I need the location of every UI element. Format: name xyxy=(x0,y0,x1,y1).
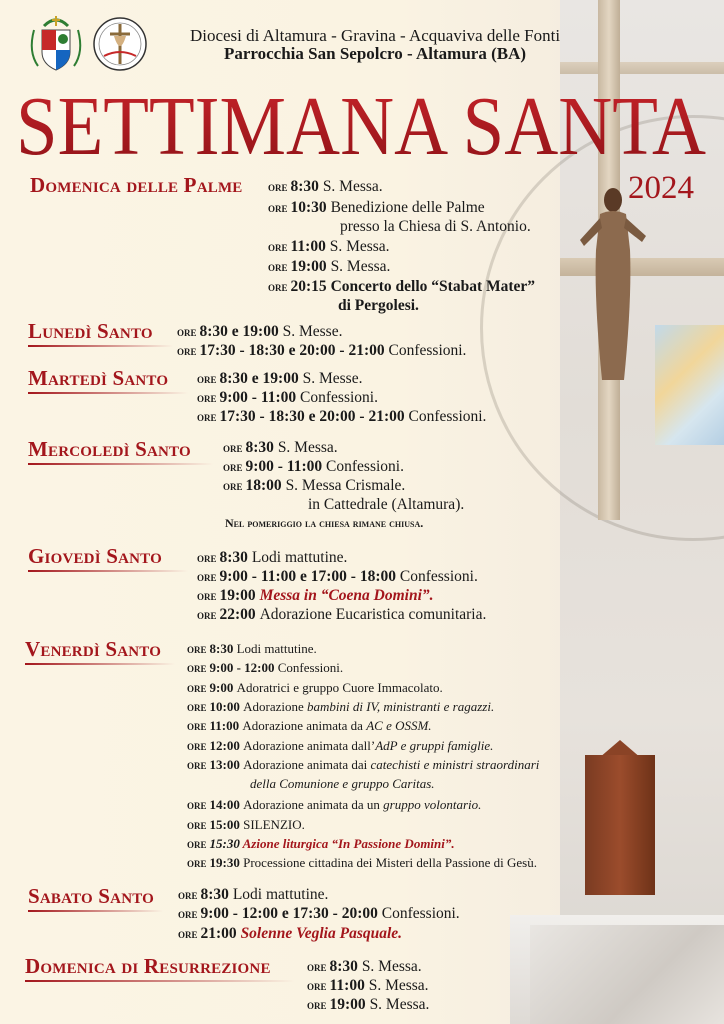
time: 8:30 e 19:00 xyxy=(199,323,283,340)
underline xyxy=(28,910,163,912)
time: 9:00 xyxy=(209,680,237,695)
ore-label: ore xyxy=(268,260,288,274)
description: Messa in “Coena Domini”. xyxy=(259,587,434,604)
ore-label: ore xyxy=(197,589,217,603)
description: Confessioni. xyxy=(277,660,344,675)
description-group: AC e OSSM. xyxy=(366,718,432,733)
description-continuation: della Comunione e gruppo Caritas. xyxy=(250,776,435,791)
diocese-name: Diocesi di Altamura - Gravina - Acquaviva delle Fonti xyxy=(189,26,561,45)
schedule-line xyxy=(307,957,422,977)
description: S. Messa. xyxy=(277,439,338,456)
description: Lodi mattutine. xyxy=(236,641,317,656)
ore-label: ore xyxy=(178,888,198,902)
ore-label: ore xyxy=(187,818,207,832)
schedule-line xyxy=(197,605,486,625)
schedule-line xyxy=(187,716,432,736)
description: S. Messa. xyxy=(369,996,430,1013)
underline xyxy=(28,345,173,347)
ore-label: ore xyxy=(187,719,207,733)
description: Adorazione xyxy=(243,699,307,714)
time: 9:00 - 12:00 e 17:30 - 20:00 xyxy=(200,905,382,922)
schedule-line xyxy=(268,198,485,218)
description: Solenne Veglia Pasquale. xyxy=(240,925,403,942)
ore-label: ore xyxy=(187,758,207,772)
time: 15:30 xyxy=(209,836,243,851)
ore-label: ore xyxy=(177,325,197,339)
time: 14:00 xyxy=(209,797,244,812)
description-group: AdP e gruppi famiglie. xyxy=(375,738,494,753)
underline xyxy=(28,392,188,394)
description: Adorazione animata da xyxy=(242,718,367,733)
description: Adorazione animata dall’ xyxy=(243,738,376,753)
day-title-sabato: Sabato Santo xyxy=(28,884,155,908)
description-group: catechisti e ministri straordinari xyxy=(370,757,540,772)
ore-label: ore xyxy=(178,907,198,921)
schedule-line xyxy=(178,924,402,944)
description: Adorazione animata da un xyxy=(243,797,384,812)
altar-relief xyxy=(530,925,724,1024)
ore-label: ore xyxy=(307,998,327,1012)
day-title-lunedi: Lunedì Santo xyxy=(28,319,153,343)
schedule-line xyxy=(187,853,537,873)
schedule-line xyxy=(223,438,338,458)
day-title-venerdi: Venerdì Santo xyxy=(25,637,162,661)
schedule-line xyxy=(187,658,343,678)
schedule-line xyxy=(187,815,305,835)
schedule-line xyxy=(187,678,443,698)
ore-label: ore xyxy=(268,180,288,194)
title-text: SETTIMANA SANTA xyxy=(16,80,707,173)
description: Azione liturgica “In Passione Domini”. xyxy=(242,836,455,851)
description: S. Messe. xyxy=(282,323,343,340)
underline xyxy=(28,570,188,572)
ore-label: ore xyxy=(197,570,217,584)
description: S. Messe. xyxy=(302,370,363,387)
schedule-line xyxy=(197,548,347,568)
ore-label: ore xyxy=(197,551,217,565)
schedule-line xyxy=(307,976,429,996)
schedule-line xyxy=(268,257,390,277)
description-continuation: presso la Chiesa di S. Antonio. xyxy=(340,218,531,235)
ore-label: ore xyxy=(177,344,197,358)
description: Confessioni. xyxy=(388,342,467,359)
description: S. Messa Crismale. xyxy=(285,477,406,494)
description-group: bambini di IV, ministranti e ragazzi. xyxy=(307,699,495,714)
wooden-ambo xyxy=(585,755,655,895)
schedule-line xyxy=(268,177,383,197)
parish-logo-icon xyxy=(92,16,148,72)
time: 22:00 xyxy=(219,606,260,623)
underline xyxy=(25,980,295,982)
schedule-line xyxy=(187,834,455,854)
time: 18:00 xyxy=(245,477,286,494)
ore-label: ore xyxy=(187,837,207,851)
ore-label: ore xyxy=(223,479,243,493)
description: Processione cittadina dei Misteri della Passione di Gesù. xyxy=(243,855,537,870)
time: 15:00 xyxy=(209,817,244,832)
time: 8:30 xyxy=(290,178,323,195)
day-title-resurrezione: Domenica di Resurrezione xyxy=(25,954,271,978)
description: SILENZIO. xyxy=(243,817,305,832)
schedule-line xyxy=(197,369,362,389)
time: 11:00 xyxy=(209,718,243,733)
schedule-line xyxy=(268,277,535,297)
ore-label: ore xyxy=(187,739,207,753)
day-title-palme: Domenica delle Palme xyxy=(30,173,243,197)
time: 11:00 xyxy=(290,238,330,255)
time: 8:30 xyxy=(329,958,362,975)
description: Adorazione Eucaristica comunitaria. xyxy=(259,606,487,623)
ore-label: ore xyxy=(197,391,217,405)
description: Concerto dello “Stabat Mater” xyxy=(330,278,536,295)
ore-label: ore xyxy=(187,700,207,714)
risen-christ-statue xyxy=(580,180,646,390)
description-group: gruppo volontario. xyxy=(383,797,482,812)
schedule-line xyxy=(187,755,539,775)
schedule-line xyxy=(187,795,481,815)
description: Confessioni. xyxy=(399,568,478,585)
schedule-line xyxy=(197,586,434,606)
time: 20:15 xyxy=(290,278,331,295)
day-title-mercoledi: Mercoledì Santo xyxy=(28,437,191,461)
time: 13:00 xyxy=(209,757,244,772)
underline xyxy=(28,463,213,465)
description: Confessioni. xyxy=(300,389,378,406)
time: 8:30 xyxy=(219,549,252,566)
time: 9:00 - 11:00 xyxy=(245,458,327,475)
parish-name: Parrocchia San Sepolcro - Altamura (BA) xyxy=(223,44,527,63)
ore-label: ore xyxy=(268,201,288,215)
closure-note: Nel pomeriggio la chiesa rimane chiusa. xyxy=(225,516,424,530)
time: 8:30 xyxy=(209,641,237,656)
year: 2024 xyxy=(628,170,694,206)
description: Confessioni. xyxy=(326,458,404,475)
ore-label: ore xyxy=(268,280,288,294)
ore-label: ore xyxy=(197,372,217,386)
time: 11:00 xyxy=(329,977,369,994)
description: Confessioni. xyxy=(381,905,460,922)
time: 19:30 xyxy=(209,855,244,870)
time: 19:00 xyxy=(219,587,260,604)
schedule-line xyxy=(340,217,531,236)
schedule-line xyxy=(187,736,493,756)
description: Lodi mattutine. xyxy=(232,886,329,903)
description: S. Messa. xyxy=(330,258,391,275)
time: 8:30 xyxy=(200,886,233,903)
time: 10:30 xyxy=(290,199,331,216)
time: 12:00 xyxy=(209,738,244,753)
ore-label: ore xyxy=(187,642,207,656)
ore-label: ore xyxy=(223,460,243,474)
day-title-giovedi: Giovedì Santo xyxy=(28,544,162,568)
time: 8:30 e 19:00 xyxy=(219,370,303,387)
time: 8:30 xyxy=(245,439,278,456)
description: Confessioni. xyxy=(408,408,487,425)
ore-label: ore xyxy=(307,979,327,993)
description: S. Messa. xyxy=(361,958,422,975)
schedule-line xyxy=(307,995,429,1015)
schedule-line xyxy=(187,697,494,717)
time: 19:00 xyxy=(290,258,331,275)
description: Adoratrici e gruppo Cuore Immacolato. xyxy=(236,680,443,695)
underline xyxy=(25,663,175,665)
description: S. Messa. xyxy=(322,178,383,195)
schedule-line xyxy=(197,567,478,587)
schedule-line xyxy=(178,904,460,924)
time: 10:00 xyxy=(209,699,244,714)
ore-label: ore xyxy=(187,681,207,695)
schedule-line xyxy=(223,476,405,496)
description-continuation: di Pergolesi. xyxy=(338,297,419,314)
description: S. Messa. xyxy=(329,238,390,255)
bishop-coat-of-arms-icon xyxy=(24,12,88,76)
ore-label: ore xyxy=(197,608,217,622)
description: S. Messa. xyxy=(368,977,429,994)
ore-label: ore xyxy=(223,441,243,455)
schedule-line xyxy=(177,341,466,361)
ore-label: ore xyxy=(187,798,207,812)
description-continuation: in Cattedrale (Altamura). xyxy=(308,496,465,513)
poster-title xyxy=(12,80,724,175)
schedule-line xyxy=(187,639,317,659)
ore-label: ore xyxy=(187,856,207,870)
time: 17:30 - 18:30 e 20:00 - 21:00 xyxy=(219,408,409,425)
ore-label: ore xyxy=(178,927,198,941)
time: 9:00 - 11:00 e 17:00 - 18:00 xyxy=(219,568,400,585)
schedule-line xyxy=(223,457,404,477)
schedule-line xyxy=(177,322,342,342)
time: 9:00 - 11:00 xyxy=(219,389,301,406)
description: Lodi mattutine. xyxy=(251,549,348,566)
day-title-martedi: Martedì Santo xyxy=(28,366,169,390)
schedule-line xyxy=(268,237,390,257)
ore-label: ore xyxy=(307,960,327,974)
schedule-line xyxy=(250,774,435,793)
time: 9:00 - 12:00 xyxy=(209,660,278,675)
ore-label: ore xyxy=(197,410,217,424)
schedule-line xyxy=(197,407,486,427)
schedule-line xyxy=(178,885,328,905)
description: Adorazione animata dai xyxy=(243,757,371,772)
schedule-line xyxy=(197,388,378,408)
schedule-line xyxy=(338,296,419,315)
ore-label: ore xyxy=(268,240,288,254)
ore-label: ore xyxy=(187,661,207,675)
time: 21:00 xyxy=(200,925,241,942)
time: 19:00 xyxy=(329,996,370,1013)
description: Benedizione delle Palme xyxy=(330,199,485,216)
schedule-line xyxy=(308,495,464,514)
time: 17:30 - 18:30 e 20:00 - 21:00 xyxy=(199,342,389,359)
